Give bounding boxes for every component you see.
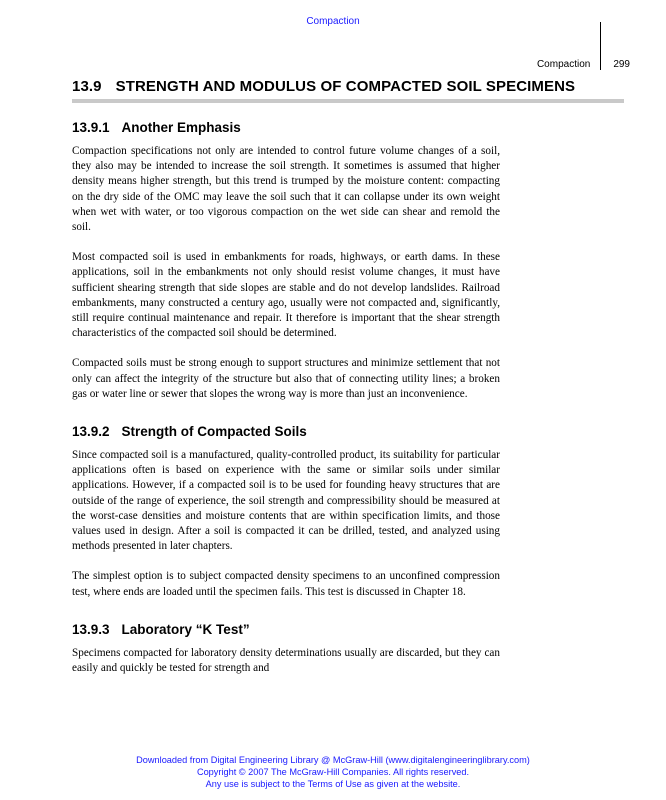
- subsection-number: 13.9.2: [72, 424, 110, 440]
- footer-download-link[interactable]: Downloaded from Digital Engineering Library @ McGraw-Hill (www.digitalengineeringlibrary.com): [136, 755, 530, 765]
- subsection-heading: [72, 120, 500, 135]
- subsection-number: 13.9.3: [72, 621, 110, 637]
- chapter-link[interactable]: Compaction: [306, 16, 360, 27]
- page-content: [72, 120, 500, 691]
- paragraph: Specimens compacted for laboratory density determinations usually are discarded, but they can easily and quickly be tested for strength and: [72, 646, 500, 675]
- subsection-title: Laboratory “K Test”: [121, 621, 250, 637]
- paragraph: The simplest option is to subject compacted density specimens to an unconfined compression test, where ends are loaded until the specimen fails. This test is discussed in Chapter 18.: [72, 570, 500, 598]
- page-number: 299: [613, 58, 630, 70]
- subsection-title: Strength of Compacted Soils: [121, 424, 307, 440]
- subsection-number: 13.9.1: [72, 120, 110, 135]
- section-title: [72, 78, 624, 95]
- footer-copyright[interactable]: Copyright © 2007 The McGraw-Hill Companies. All rights reserved.: [196, 767, 470, 777]
- subsection-heading: [72, 424, 500, 439]
- title-rule: [72, 99, 624, 103]
- running-title: Compaction: [536, 58, 591, 70]
- header-divider: [600, 22, 601, 70]
- subsection-heading: [72, 622, 500, 637]
- paragraph: Compacted soils must be strong enough to support structures and minimize settlement that not only can affect the integrity of the structure but also that of connecting utility lines; a broken gas or water line or sewer that slopes the wrong way is more than just an inconvenience.: [72, 357, 500, 400]
- paragraph: Since compacted soil is a manufactured, quality-controlled product, its suitability for particular applications often is based on experience with the same or similar soils under similar applications. However, if a compacted soil is to be used for founding heavy structures that are outside of the range of experience, the soil strength and compressibility should be measured at the worst-case densities and moisture contents that are within specification limits, and those values used in design. After a soil is compacted it can be drilled, tested, and analyzed using methods presented in later chapters.: [72, 449, 500, 553]
- footer: [0, 754, 666, 790]
- footer-terms[interactable]: Any use is subject to the Terms of Use as given at the website.: [205, 779, 461, 789]
- section-title-text: STRENGTH AND MODULUS OF COMPACTED SOIL SPECIMENS: [115, 78, 576, 95]
- section-number: 13.9: [72, 78, 102, 95]
- paragraph: Most compacted soil is used in embankments for roads, highways, or earth dams. In these applications, soil in the embankments not only should resist volume changes, it must have sufficient shearing strength that side slopes are stable and do not develop landslides. Railroad embankments, many constructed a century ago, usually were not compacted and, significantly, still require continual maintenance and repair. It therefore is important that the shear strength characteristics of the compacted soil should be determined.: [72, 251, 500, 340]
- subsection-title: Another Emphasis: [121, 120, 241, 135]
- paragraph: Compaction specifications not only are intended to control future volume changes of a soil, they also may be intended to increase the soil strength. It sometimes is assumed that higher density means higher strength, but this trend is trumped by the moisture content: compacting on the dry side of the OMC may leave the soil such that it can collapse under its own weight when wet with water, or too vigorous compaction on the wet side can shear and remold the soil.: [72, 145, 500, 234]
